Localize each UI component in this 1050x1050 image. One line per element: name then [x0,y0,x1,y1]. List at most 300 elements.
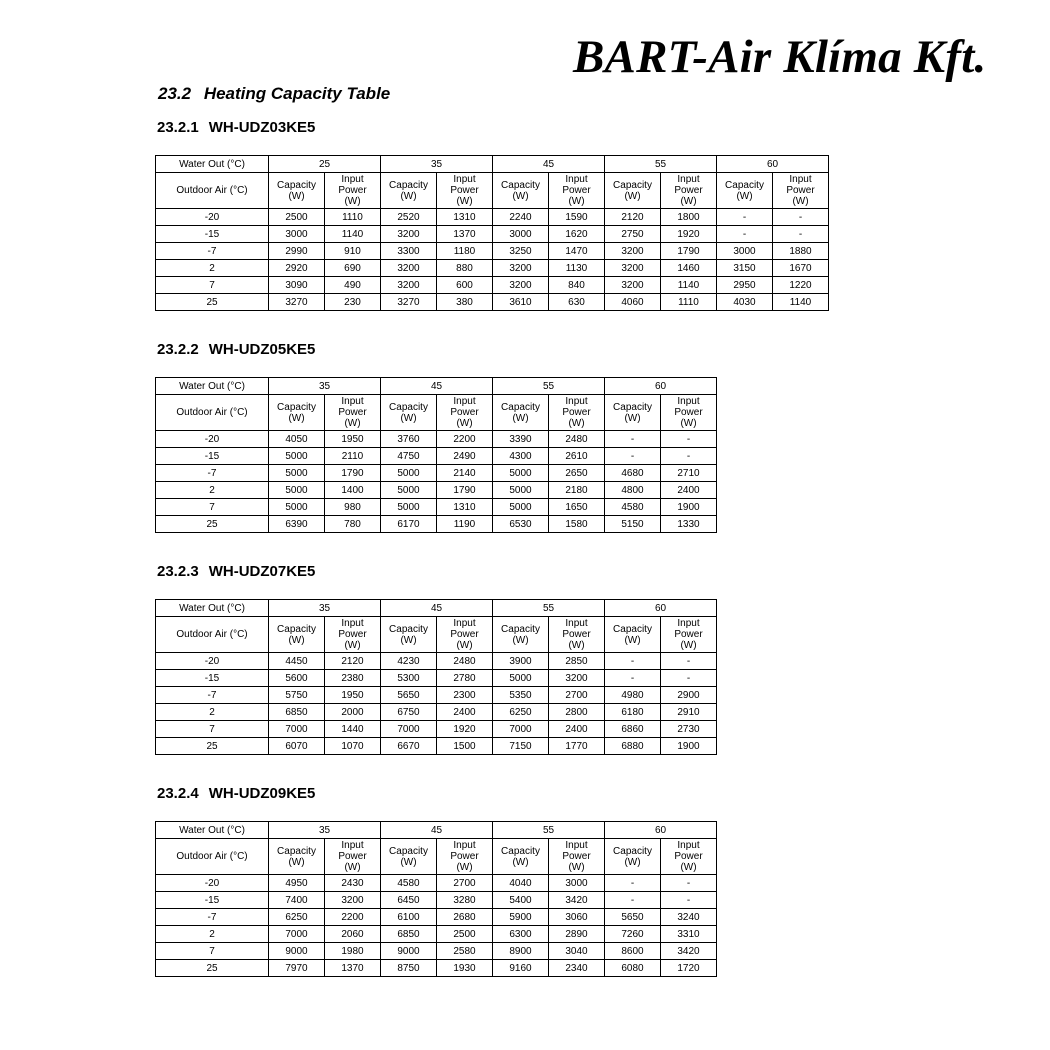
input-power-cell: 2480 [549,431,605,448]
column-header-row [156,839,717,875]
input-power-cell: 2680 [437,909,493,926]
header-line: Power [674,407,703,418]
capacity-cell: 3250 [493,243,549,260]
input-power-cell: 2580 [437,943,493,960]
model-name: WH-UDZ07KE5 [208,563,316,580]
input-power-header [325,173,381,209]
input-power-cell: 2900 [661,687,717,704]
input-power-cell: 2910 [661,704,717,721]
table-row [156,960,717,977]
water-temp-header: 60 [605,600,717,617]
input-power-cell: 3200 [549,670,605,687]
water-temp-header: 45 [493,156,605,173]
header-line: (W) [344,418,361,429]
input-power-cell: 3310 [661,926,717,943]
capacity-cell: 6390 [269,516,325,533]
water-temp-header: 35 [381,156,493,173]
input-power-cell: 2000 [325,704,381,721]
header-line: Capacity [389,179,428,191]
input-power-cell: 1140 [325,226,381,243]
capacity-cell: 6300 [493,926,549,943]
input-power-cell: 2140 [437,465,493,482]
input-power-cell: 1140 [773,294,829,311]
input-power-cell: 2200 [325,909,381,926]
outdoor-temp-cell: 7 [156,721,269,738]
table-row [156,875,717,892]
input-power-cell: 3280 [437,892,493,909]
capacity-cell: 5000 [493,499,549,516]
capacity-cell: 9000 [381,943,437,960]
table-row [156,516,717,533]
capacity-cell: 5000 [493,482,549,499]
header-line: Power [450,851,479,862]
header-line: (W) [512,856,529,868]
input-power-cell: 1800 [661,209,717,226]
capacity-cell: 7000 [269,926,325,943]
input-power-cell: 2490 [437,448,493,465]
outdoor-air-label: Outdoor Air (°C) [156,173,269,209]
header-line: Input [789,174,812,185]
input-power-cell: 1400 [325,482,381,499]
header-line: Power [450,407,479,418]
capacity-cell: 6080 [605,960,661,977]
capacity-cell: - [605,892,661,909]
input-power-cell: - [661,448,717,465]
water-temp-header: 45 [381,600,493,617]
header-line: Input [565,840,588,851]
table-heading [157,785,315,802]
capacity-cell: 6750 [381,704,437,721]
input-power-header [437,839,493,875]
outdoor-temp-cell: 2 [156,704,269,721]
table-heading [157,341,315,358]
header-line: Power [450,629,479,640]
header-line: (W) [512,190,529,202]
capacity-cell: 6860 [605,721,661,738]
table-row [156,909,717,926]
capacity-cell: 2990 [269,243,325,260]
table-number: 23.2.1 [157,119,199,136]
capacity-header [269,395,325,431]
header-line: Input [677,174,700,185]
input-power-cell: 1470 [549,243,605,260]
capacity-cell: 4680 [605,465,661,482]
input-power-cell: 3040 [549,943,605,960]
brand-logo-text: BART-Air Klíma Kft. [573,31,987,83]
header-line: Power [338,851,367,862]
header-line: Power [674,185,703,196]
header-line: Capacity [389,401,428,413]
input-power-header [773,173,829,209]
input-power-cell: 1180 [437,243,493,260]
water-temp-header: 35 [269,822,381,839]
capacity-cell: 3270 [269,294,325,311]
capacity-cell: 5650 [605,909,661,926]
capacity-cell: 3090 [269,277,325,294]
water-temp-header: 60 [717,156,829,173]
capacity-header [493,395,549,431]
water-temp-header: 25 [269,156,381,173]
input-power-header [549,395,605,431]
input-power-cell: 1770 [549,738,605,755]
header-line: Input [565,618,588,629]
input-power-cell: 2850 [549,653,605,670]
input-power-cell: 980 [325,499,381,516]
input-power-cell: 780 [325,516,381,533]
capacity-cell: 4980 [605,687,661,704]
input-power-cell: 2480 [437,653,493,670]
column-header-row [156,395,717,431]
input-power-cell: 1190 [437,516,493,533]
table-row [156,243,829,260]
header-line: Input [341,396,364,407]
table-row [156,482,717,499]
outdoor-temp-cell: -7 [156,243,269,260]
water-temp-header: 35 [269,600,381,617]
capacity-cell: 9000 [269,943,325,960]
table-row [156,892,717,909]
capacity-cell: 5600 [269,670,325,687]
input-power-cell: 3060 [549,909,605,926]
capacity-cell: 5000 [269,448,325,465]
capacity-cell: 5750 [269,687,325,704]
input-power-cell: 1310 [437,209,493,226]
capacity-header [605,173,661,209]
water-temp-header: 55 [493,378,605,395]
water-out-row [156,378,717,395]
input-power-cell: 2400 [437,704,493,721]
header-line: Input [565,174,588,185]
header-line: Input [341,840,364,851]
capacity-header [605,617,661,653]
capacity-cell: 3200 [381,277,437,294]
capacity-cell: 8750 [381,960,437,977]
table-row [156,653,717,670]
capacity-cell: 5000 [381,465,437,482]
header-line: (W) [288,190,305,202]
input-power-cell: 1650 [549,499,605,516]
water-out-label: Water Out (°C) [156,600,269,617]
input-power-header [325,395,381,431]
capacity-table [155,155,829,311]
capacity-cell: 3760 [381,431,437,448]
input-power-cell: 1900 [661,738,717,755]
table-row [156,260,829,277]
capacity-header [381,617,437,653]
input-power-cell: 2730 [661,721,717,738]
table-row [156,943,717,960]
header-line: Input [453,174,476,185]
capacity-header [605,839,661,875]
header-line: (W) [400,634,417,646]
column-header-row [156,617,717,653]
input-power-cell: 1900 [661,499,717,516]
capacity-cell: 7150 [493,738,549,755]
header-line: Capacity [501,845,540,857]
table-row [156,448,717,465]
header-line: (W) [624,634,641,646]
outdoor-temp-cell: 2 [156,926,269,943]
capacity-table [155,821,717,977]
input-power-header [437,173,493,209]
header-line: Power [450,185,479,196]
water-temp-header: 55 [605,156,717,173]
header-line: Capacity [277,845,316,857]
input-power-cell: 840 [549,277,605,294]
input-power-cell: 2800 [549,704,605,721]
capacity-cell: - [605,670,661,687]
capacity-cell: 6180 [605,704,661,721]
input-power-cell: 1920 [437,721,493,738]
capacity-cell: 4750 [381,448,437,465]
capacity-cell: 5000 [269,482,325,499]
header-line: Input [565,396,588,407]
outdoor-temp-cell: -20 [156,653,269,670]
capacity-cell: 4300 [493,448,549,465]
header-line: Input [341,618,364,629]
input-power-cell: 1500 [437,738,493,755]
input-power-cell: 600 [437,277,493,294]
input-power-cell: - [773,209,829,226]
capacity-cell: 5000 [381,499,437,516]
header-line: (W) [792,196,809,207]
input-power-cell: 1310 [437,499,493,516]
input-power-cell: 3000 [549,875,605,892]
capacity-cell: 4580 [605,499,661,516]
input-power-cell: 1980 [325,943,381,960]
capacity-cell: 6450 [381,892,437,909]
model-name: WH-UDZ05KE5 [208,341,316,358]
input-power-cell: 3420 [661,943,717,960]
input-power-cell: 2610 [549,448,605,465]
table-row [156,687,717,704]
capacity-cell: 7000 [493,721,549,738]
input-power-cell: 1790 [437,482,493,499]
capacity-cell: 5400 [493,892,549,909]
capacity-cell: 7970 [269,960,325,977]
table-row [156,704,717,721]
outdoor-temp-cell: 2 [156,260,269,277]
outdoor-temp-cell: 2 [156,482,269,499]
header-line: (W) [680,418,697,429]
capacity-header [381,395,437,431]
input-power-cell: 630 [549,294,605,311]
input-power-cell: 2700 [437,875,493,892]
header-line: Capacity [277,401,316,413]
capacity-cell: 4580 [381,875,437,892]
water-out-row [156,822,717,839]
input-power-cell: - [661,670,717,687]
capacity-cell: 7000 [381,721,437,738]
input-power-cell: 690 [325,260,381,277]
outdoor-air-label: Outdoor Air (°C) [156,617,269,653]
input-power-cell: 2780 [437,670,493,687]
capacity-cell: 3200 [381,226,437,243]
capacity-cell: 4040 [493,875,549,892]
capacity-cell: 3200 [605,243,661,260]
outdoor-temp-cell: -7 [156,909,269,926]
water-temp-header: 60 [605,378,717,395]
input-power-cell: 1790 [325,465,381,482]
input-power-cell: 3200 [325,892,381,909]
capacity-cell: 6850 [381,926,437,943]
capacity-cell: 6250 [269,909,325,926]
header-line: Power [562,407,591,418]
input-power-cell: 1110 [661,294,717,311]
input-power-cell: 1590 [549,209,605,226]
capacity-cell: 6850 [269,704,325,721]
header-line: (W) [512,634,529,646]
capacity-cell: 9160 [493,960,549,977]
capacity-cell: - [605,431,661,448]
header-line: Capacity [389,845,428,857]
input-power-cell: 1920 [661,226,717,243]
model-name: WH-UDZ09KE5 [208,785,316,802]
outdoor-temp-cell: 25 [156,738,269,755]
input-power-cell: 1580 [549,516,605,533]
header-line: Input [453,840,476,851]
capacity-cell: 5300 [381,670,437,687]
input-power-cell: 2340 [549,960,605,977]
water-temp-header: 45 [381,822,493,839]
outdoor-temp-cell: -7 [156,465,269,482]
capacity-cell: 7260 [605,926,661,943]
header-line: (W) [400,190,417,202]
section-number: 23.2 [158,84,192,103]
water-temp-header: 55 [493,600,605,617]
section-title-text: Heating Capacity Table [203,84,391,103]
header-line: Power [674,629,703,640]
capacity-cell: - [717,209,773,226]
capacity-cell: - [717,226,773,243]
input-power-cell: 2650 [549,465,605,482]
header-line: (W) [680,862,697,873]
input-power-cell: 230 [325,294,381,311]
table-row [156,738,717,755]
capacity-header [381,173,437,209]
header-line: Capacity [501,623,540,635]
capacity-cell: 2920 [269,260,325,277]
capacity-cell: 4230 [381,653,437,670]
input-power-cell: 1140 [661,277,717,294]
input-power-cell: 1440 [325,721,381,738]
capacity-cell: 3200 [493,277,549,294]
water-temp-header: 60 [605,822,717,839]
capacity-cell: 6070 [269,738,325,755]
water-temp-header: 35 [269,378,381,395]
section-title [158,84,390,104]
capacity-cell: 6670 [381,738,437,755]
header-line: Input [677,396,700,407]
input-power-cell: 2380 [325,670,381,687]
header-line: (W) [344,862,361,873]
input-power-cell: 1110 [325,209,381,226]
input-power-cell: 1620 [549,226,605,243]
input-power-cell: 2200 [437,431,493,448]
input-power-cell: 2400 [549,721,605,738]
header-line: Power [338,629,367,640]
header-line: (W) [456,640,473,651]
header-line: (W) [568,862,585,873]
header-line: Capacity [613,845,652,857]
capacity-cell: 7400 [269,892,325,909]
header-line: (W) [400,412,417,424]
outdoor-temp-cell: -15 [156,670,269,687]
input-power-header [437,617,493,653]
capacity-cell: 5000 [493,670,549,687]
table-row [156,431,717,448]
input-power-cell: 2430 [325,875,381,892]
header-line: (W) [456,196,473,207]
capacity-cell: 8600 [605,943,661,960]
capacity-cell: 3150 [717,260,773,277]
input-power-cell: 1790 [661,243,717,260]
capacity-header [381,839,437,875]
capacity-cell: - [605,653,661,670]
header-line: (W) [680,640,697,651]
capacity-cell: 5350 [493,687,549,704]
capacity-cell: 2240 [493,209,549,226]
table-row [156,209,829,226]
capacity-cell: 5000 [493,465,549,482]
input-power-cell: 1670 [773,260,829,277]
input-power-cell: 1880 [773,243,829,260]
input-power-cell: 2500 [437,926,493,943]
column-header-row [156,173,829,209]
header-line: Capacity [277,623,316,635]
input-power-cell: 1330 [661,516,717,533]
water-out-label: Water Out (°C) [156,378,269,395]
header-line: Power [674,851,703,862]
capacity-cell: 8900 [493,943,549,960]
header-line: (W) [344,640,361,651]
capacity-cell: - [605,448,661,465]
capacity-header [493,839,549,875]
input-power-header [437,395,493,431]
capacity-cell: 3200 [605,277,661,294]
input-power-cell: 1130 [549,260,605,277]
header-line: (W) [568,418,585,429]
input-power-cell: 2700 [549,687,605,704]
capacity-cell: 3270 [381,294,437,311]
capacity-cell: 2750 [605,226,661,243]
capacity-cell: 4050 [269,431,325,448]
input-power-cell: 1720 [661,960,717,977]
header-line: Capacity [613,623,652,635]
capacity-cell: 4800 [605,482,661,499]
input-power-header [661,395,717,431]
header-line: Input [453,396,476,407]
header-line: (W) [400,856,417,868]
input-power-cell: 2180 [549,482,605,499]
input-power-cell: - [773,226,829,243]
capacity-cell: 5000 [269,499,325,516]
input-power-cell: 3420 [549,892,605,909]
table-row [156,465,717,482]
input-power-cell: 380 [437,294,493,311]
outdoor-temp-cell: -15 [156,892,269,909]
input-power-cell: - [661,431,717,448]
outdoor-temp-cell: -15 [156,226,269,243]
capacity-cell: - [605,875,661,892]
input-power-header [325,617,381,653]
outdoor-temp-cell: -15 [156,448,269,465]
input-power-cell: 2400 [661,482,717,499]
header-line: Capacity [613,401,652,413]
water-out-row [156,600,717,617]
water-out-label: Water Out (°C) [156,156,269,173]
capacity-cell: 4450 [269,653,325,670]
